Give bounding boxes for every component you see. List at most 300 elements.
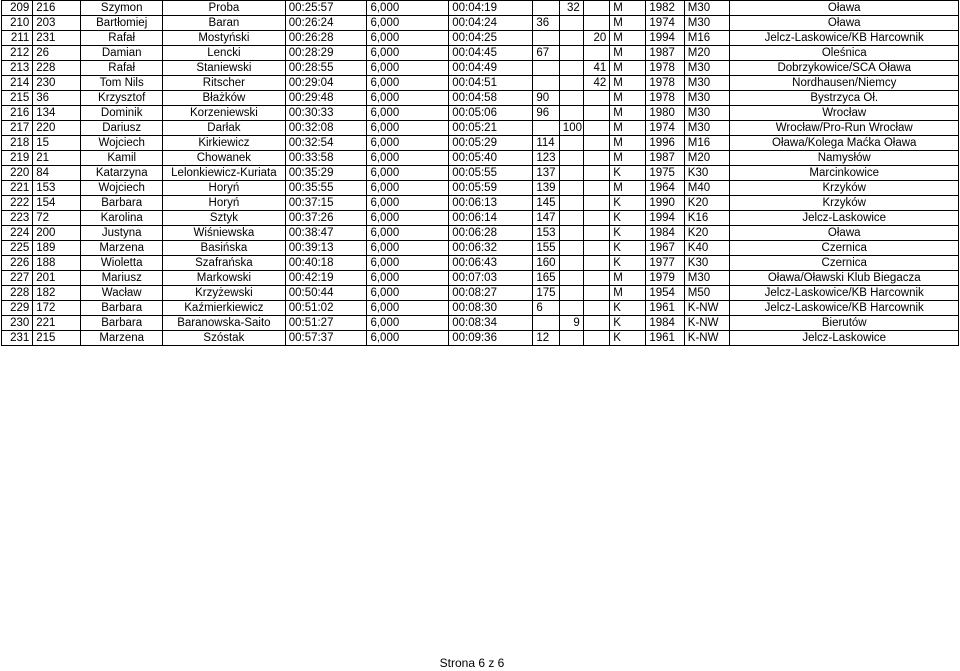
cell-time: 00:33:58 (285, 151, 367, 166)
cell-distance: 6,000 (367, 226, 449, 241)
cell-rank-c (583, 151, 609, 166)
cell-time: 00:30:33 (285, 106, 367, 121)
cell-club: Oława (730, 1, 959, 16)
cell-place: 212 (2, 46, 33, 61)
cell-bib: 188 (33, 256, 81, 271)
cell-distance: 6,000 (367, 181, 449, 196)
table-row (2, 181, 959, 196)
cell-club: Jelcz-Laskowice/KB Harcownik (730, 286, 959, 301)
cell-place: 228 (2, 286, 33, 301)
cell-bib: 153 (33, 181, 81, 196)
cell-rank-c: 42 (583, 76, 609, 91)
cell-club: Namysłów (730, 151, 959, 166)
cell-time: 00:32:08 (285, 121, 367, 136)
cell-first-name: Marzena (81, 331, 163, 346)
cell-bib: 154 (33, 196, 81, 211)
cell-pace: 00:05:29 (449, 136, 533, 151)
cell-pace: 00:06:32 (449, 241, 533, 256)
cell-rank-b (559, 46, 583, 61)
cell-birth-year: 1961 (646, 331, 684, 346)
cell-birth-year: 1975 (646, 166, 684, 181)
cell-bib: 189 (33, 241, 81, 256)
cell-pace: 00:05:40 (449, 151, 533, 166)
cell-category: K-NW (684, 316, 730, 331)
cell-bib: 228 (33, 61, 81, 76)
cell-place: 222 (2, 196, 33, 211)
cell-distance: 6,000 (367, 151, 449, 166)
cell-rank-c (583, 256, 609, 271)
cell-pace: 00:08:27 (449, 286, 533, 301)
cell-rank-c (583, 1, 609, 16)
cell-rank-c (583, 226, 609, 241)
cell-category: K-NW (684, 301, 730, 316)
cell-place: 217 (2, 121, 33, 136)
cell-rank-c (583, 106, 609, 121)
cell-rank-a: 12 (533, 331, 559, 346)
cell-rank-a (533, 76, 559, 91)
cell-bib: 134 (33, 106, 81, 121)
cell-place: 229 (2, 301, 33, 316)
cell-bib: 172 (33, 301, 81, 316)
cell-club: Dobrzykowice/SCA Oława (730, 61, 959, 76)
cell-last-name: Baranowska-Saito (163, 316, 286, 331)
cell-place: 225 (2, 241, 33, 256)
cell-first-name: Marzena (81, 241, 163, 256)
table-row (2, 16, 959, 31)
cell-pace: 00:08:30 (449, 301, 533, 316)
cell-last-name: Korzeniewski (163, 106, 286, 121)
table-row (2, 106, 959, 121)
table-row (2, 31, 959, 46)
cell-rank-b (559, 286, 583, 301)
cell-pace: 00:07:03 (449, 271, 533, 286)
cell-pace: 00:05:21 (449, 121, 533, 136)
table-row (2, 241, 959, 256)
cell-last-name: Chowanek (163, 151, 286, 166)
cell-category: M30 (684, 16, 730, 31)
cell-distance: 6,000 (367, 196, 449, 211)
cell-sex: M (610, 61, 646, 76)
cell-sex: M (610, 121, 646, 136)
cell-birth-year: 1994 (646, 31, 684, 46)
cell-rank-a: 137 (533, 166, 559, 181)
table-row (2, 331, 959, 346)
cell-category: M30 (684, 271, 730, 286)
cell-place: 231 (2, 331, 33, 346)
cell-rank-c (583, 136, 609, 151)
cell-rank-b (559, 241, 583, 256)
cell-birth-year: 1978 (646, 61, 684, 76)
cell-category: M30 (684, 76, 730, 91)
cell-bib: 201 (33, 271, 81, 286)
cell-pace: 00:09:36 (449, 331, 533, 346)
cell-club: Oława (730, 226, 959, 241)
cell-distance: 6,000 (367, 31, 449, 46)
cell-last-name: Horyń (163, 181, 286, 196)
cell-rank-b (559, 271, 583, 286)
cell-last-name: Ritscher (163, 76, 286, 91)
cell-rank-a: 114 (533, 136, 559, 151)
cell-rank-b (559, 301, 583, 316)
cell-time: 00:25:57 (285, 1, 367, 16)
cell-sex: K (610, 211, 646, 226)
cell-birth-year: 1967 (646, 241, 684, 256)
cell-first-name: Kamil (81, 151, 163, 166)
cell-first-name: Katarzyna (81, 166, 163, 181)
cell-sex: M (610, 136, 646, 151)
cell-birth-year: 1978 (646, 91, 684, 106)
cell-rank-c (583, 271, 609, 286)
cell-birth-year: 1961 (646, 301, 684, 316)
cell-pace: 00:04:51 (449, 76, 533, 91)
cell-club: Jelcz-Laskowice (730, 331, 959, 346)
cell-last-name: Lencki (163, 46, 286, 61)
cell-sex: K (610, 196, 646, 211)
cell-category: K20 (684, 226, 730, 241)
cell-rank-b: 32 (559, 1, 583, 16)
cell-bib: 36 (33, 91, 81, 106)
cell-sex: K (610, 331, 646, 346)
cell-distance: 6,000 (367, 331, 449, 346)
cell-first-name: Wojciech (81, 136, 163, 151)
cell-pace: 00:05:06 (449, 106, 533, 121)
cell-time: 00:39:13 (285, 241, 367, 256)
cell-pace: 00:06:13 (449, 196, 533, 211)
cell-distance: 6,000 (367, 91, 449, 106)
cell-last-name: Szafrańska (163, 256, 286, 271)
cell-category: K20 (684, 196, 730, 211)
cell-rank-b (559, 211, 583, 226)
results-table (1, 0, 959, 346)
cell-rank-c: 41 (583, 61, 609, 76)
cell-birth-year: 1987 (646, 151, 684, 166)
cell-rank-b (559, 136, 583, 151)
cell-birth-year: 1979 (646, 271, 684, 286)
cell-time: 00:26:28 (285, 31, 367, 46)
cell-sex: M (610, 271, 646, 286)
cell-category: M40 (684, 181, 730, 196)
cell-bib: 216 (33, 1, 81, 16)
cell-sex: M (610, 151, 646, 166)
cell-first-name: Karolina (81, 211, 163, 226)
cell-sex: K (610, 166, 646, 181)
table-row (2, 316, 959, 331)
cell-sex: K (610, 301, 646, 316)
cell-birth-year: 1954 (646, 286, 684, 301)
cell-rank-c (583, 121, 609, 136)
cell-rank-b (559, 151, 583, 166)
cell-time: 00:29:04 (285, 76, 367, 91)
cell-rank-b: 100 (559, 121, 583, 136)
cell-last-name: Wiśniewska (163, 226, 286, 241)
cell-birth-year: 1994 (646, 211, 684, 226)
cell-distance: 6,000 (367, 46, 449, 61)
cell-rank-a: 90 (533, 91, 559, 106)
cell-place: 230 (2, 316, 33, 331)
cell-rank-a: 155 (533, 241, 559, 256)
cell-rank-a: 175 (533, 286, 559, 301)
cell-pace: 00:08:34 (449, 316, 533, 331)
cell-rank-c (583, 166, 609, 181)
cell-first-name: Rafał (81, 31, 163, 46)
cell-place: 226 (2, 256, 33, 271)
cell-category: M20 (684, 151, 730, 166)
cell-time: 00:29:48 (285, 91, 367, 106)
cell-distance: 6,000 (367, 166, 449, 181)
cell-birth-year: 1996 (646, 136, 684, 151)
table-row (2, 61, 959, 76)
cell-last-name: Baran (163, 16, 286, 31)
cell-category: M30 (684, 106, 730, 121)
cell-bib: 84 (33, 166, 81, 181)
cell-place: 210 (2, 16, 33, 31)
cell-distance: 6,000 (367, 1, 449, 16)
cell-place: 209 (2, 1, 33, 16)
cell-rank-b (559, 181, 583, 196)
cell-bib: 182 (33, 286, 81, 301)
cell-category: M30 (684, 121, 730, 136)
cell-time: 00:26:24 (285, 16, 367, 31)
cell-rank-b (559, 61, 583, 76)
cell-first-name: Barbara (81, 316, 163, 331)
cell-club: Oława/Kolega Maćka Oława (730, 136, 959, 151)
cell-birth-year: 1984 (646, 316, 684, 331)
cell-first-name: Barbara (81, 301, 163, 316)
cell-rank-c (583, 301, 609, 316)
table-row (2, 226, 959, 241)
cell-sex: K (610, 256, 646, 271)
table-row (2, 136, 959, 151)
cell-time: 00:38:47 (285, 226, 367, 241)
cell-bib: 21 (33, 151, 81, 166)
cell-first-name: Damian (81, 46, 163, 61)
cell-sex: M (610, 76, 646, 91)
table-row (2, 301, 959, 316)
table-row (2, 271, 959, 286)
cell-last-name: Szóstak (163, 331, 286, 346)
cell-last-name: Kirkiewicz (163, 136, 286, 151)
cell-club: Oława/Oławski Klub Biegacza (730, 271, 959, 286)
cell-rank-a: 6 (533, 301, 559, 316)
cell-first-name: Dominik (81, 106, 163, 121)
cell-distance: 6,000 (367, 286, 449, 301)
cell-time: 00:37:26 (285, 211, 367, 226)
cell-birth-year: 1977 (646, 256, 684, 271)
cell-distance: 6,000 (367, 241, 449, 256)
cell-first-name: Dariusz (81, 121, 163, 136)
cell-place: 218 (2, 136, 33, 151)
cell-place: 216 (2, 106, 33, 121)
cell-rank-c (583, 211, 609, 226)
cell-rank-c (583, 196, 609, 211)
cell-category: M30 (684, 61, 730, 76)
cell-sex: M (610, 181, 646, 196)
cell-last-name: Markowski (163, 271, 286, 286)
cell-distance: 6,000 (367, 136, 449, 151)
cell-time: 00:51:27 (285, 316, 367, 331)
cell-rank-c (583, 331, 609, 346)
cell-club: Krzyków (730, 181, 959, 196)
cell-club: Jelcz-Laskowice (730, 211, 959, 226)
cell-bib: 215 (33, 331, 81, 346)
cell-club: Jelcz-Laskowice/KB Harcownik (730, 301, 959, 316)
cell-bib: 230 (33, 76, 81, 91)
cell-last-name: Proba (163, 1, 286, 16)
cell-place: 211 (2, 31, 33, 46)
cell-place: 224 (2, 226, 33, 241)
cell-place: 214 (2, 76, 33, 91)
cell-time: 00:40:18 (285, 256, 367, 271)
cell-distance: 6,000 (367, 61, 449, 76)
cell-rank-a (533, 1, 559, 16)
cell-last-name: Lelonkiewicz-Kuriata (163, 166, 286, 181)
table-row (2, 46, 959, 61)
cell-first-name: Wioletta (81, 256, 163, 271)
cell-club: Wrocław (730, 106, 959, 121)
cell-category: K40 (684, 241, 730, 256)
cell-category: M20 (684, 46, 730, 61)
cell-bib: 220 (33, 121, 81, 136)
cell-category: K30 (684, 256, 730, 271)
cell-club: Krzyków (730, 196, 959, 211)
cell-sex: M (610, 46, 646, 61)
cell-rank-a (533, 316, 559, 331)
cell-category: M30 (684, 1, 730, 16)
cell-club: Bierutów (730, 316, 959, 331)
cell-rank-a: 123 (533, 151, 559, 166)
cell-rank-a: 67 (533, 46, 559, 61)
cell-birth-year: 1990 (646, 196, 684, 211)
cell-sex: M (610, 1, 646, 16)
cell-sex: M (610, 16, 646, 31)
cell-club: Nordhausen/Niemcy (730, 76, 959, 91)
cell-rank-c (583, 91, 609, 106)
cell-rank-c (583, 46, 609, 61)
cell-category: M30 (684, 91, 730, 106)
cell-distance: 6,000 (367, 256, 449, 271)
cell-pace: 00:04:49 (449, 61, 533, 76)
cell-time: 00:37:15 (285, 196, 367, 211)
cell-first-name: Justyna (81, 226, 163, 241)
cell-rank-a: 145 (533, 196, 559, 211)
table-row (2, 1, 959, 16)
cell-last-name: Basińska (163, 241, 286, 256)
cell-pace: 00:06:14 (449, 211, 533, 226)
cell-place: 223 (2, 211, 33, 226)
cell-rank-b (559, 226, 583, 241)
table-row (2, 211, 959, 226)
cell-bib: 72 (33, 211, 81, 226)
cell-pace: 00:06:28 (449, 226, 533, 241)
table-row (2, 286, 959, 301)
cell-rank-b (559, 31, 583, 46)
cell-sex: M (610, 286, 646, 301)
cell-category: M50 (684, 286, 730, 301)
cell-rank-b (559, 331, 583, 346)
cell-sex: M (610, 106, 646, 121)
cell-birth-year: 1987 (646, 46, 684, 61)
cell-birth-year: 1984 (646, 226, 684, 241)
cell-rank-c (583, 16, 609, 31)
cell-first-name: Mariusz (81, 271, 163, 286)
table-row (2, 76, 959, 91)
cell-first-name: Wacław (81, 286, 163, 301)
cell-rank-b: 9 (559, 316, 583, 331)
table-row (2, 151, 959, 166)
cell-distance: 6,000 (367, 121, 449, 136)
cell-pace: 00:05:59 (449, 181, 533, 196)
cell-sex: K (610, 226, 646, 241)
cell-rank-a (533, 121, 559, 136)
cell-rank-b (559, 256, 583, 271)
cell-last-name: Krzyżewski (163, 286, 286, 301)
page-footer: Strona 6 z 6 (439, 656, 505, 670)
cell-first-name: Barbara (81, 196, 163, 211)
cell-bib: 231 (33, 31, 81, 46)
cell-rank-c (583, 316, 609, 331)
cell-bib: 26 (33, 46, 81, 61)
cell-pace: 00:04:19 (449, 1, 533, 16)
cell-sex: M (610, 91, 646, 106)
cell-club: Marcinkowice (730, 166, 959, 181)
cell-time: 00:28:55 (285, 61, 367, 76)
cell-last-name: Darłak (163, 121, 286, 136)
cell-category: K30 (684, 166, 730, 181)
cell-category: M16 (684, 31, 730, 46)
cell-rank-b (559, 91, 583, 106)
table-row (2, 121, 959, 136)
cell-distance: 6,000 (367, 16, 449, 31)
cell-time: 00:57:37 (285, 331, 367, 346)
table-row (2, 256, 959, 271)
cell-birth-year: 1980 (646, 106, 684, 121)
cell-distance: 6,000 (367, 76, 449, 91)
cell-birth-year: 1982 (646, 1, 684, 16)
cell-club: Czernica (730, 241, 959, 256)
cell-bib: 203 (33, 16, 81, 31)
cell-rank-b (559, 166, 583, 181)
table-row (2, 166, 959, 181)
cell-pace: 00:06:43 (449, 256, 533, 271)
cell-time: 00:32:54 (285, 136, 367, 151)
cell-rank-b (559, 106, 583, 121)
cell-rank-c: 20 (583, 31, 609, 46)
cell-category: K16 (684, 211, 730, 226)
cell-rank-b (559, 76, 583, 91)
cell-time: 00:42:19 (285, 271, 367, 286)
table-row (2, 91, 959, 106)
cell-rank-a: 147 (533, 211, 559, 226)
cell-birth-year: 1974 (646, 121, 684, 136)
cell-sex: M (610, 31, 646, 46)
cell-birth-year: 1974 (646, 16, 684, 31)
cell-time: 00:50:44 (285, 286, 367, 301)
cell-rank-a: 139 (533, 181, 559, 196)
cell-category: M16 (684, 136, 730, 151)
cell-last-name: Kaźmierkiewicz (163, 301, 286, 316)
cell-rank-b (559, 196, 583, 211)
table-row (2, 196, 959, 211)
cell-first-name: Wojciech (81, 181, 163, 196)
cell-place: 227 (2, 271, 33, 286)
cell-sex: K (610, 316, 646, 331)
cell-club: Jelcz-Laskowice/KB Harcownik (730, 31, 959, 46)
cell-last-name: Sztyk (163, 211, 286, 226)
cell-place: 215 (2, 91, 33, 106)
cell-sex: K (610, 241, 646, 256)
cell-rank-a (533, 31, 559, 46)
cell-place: 220 (2, 166, 33, 181)
